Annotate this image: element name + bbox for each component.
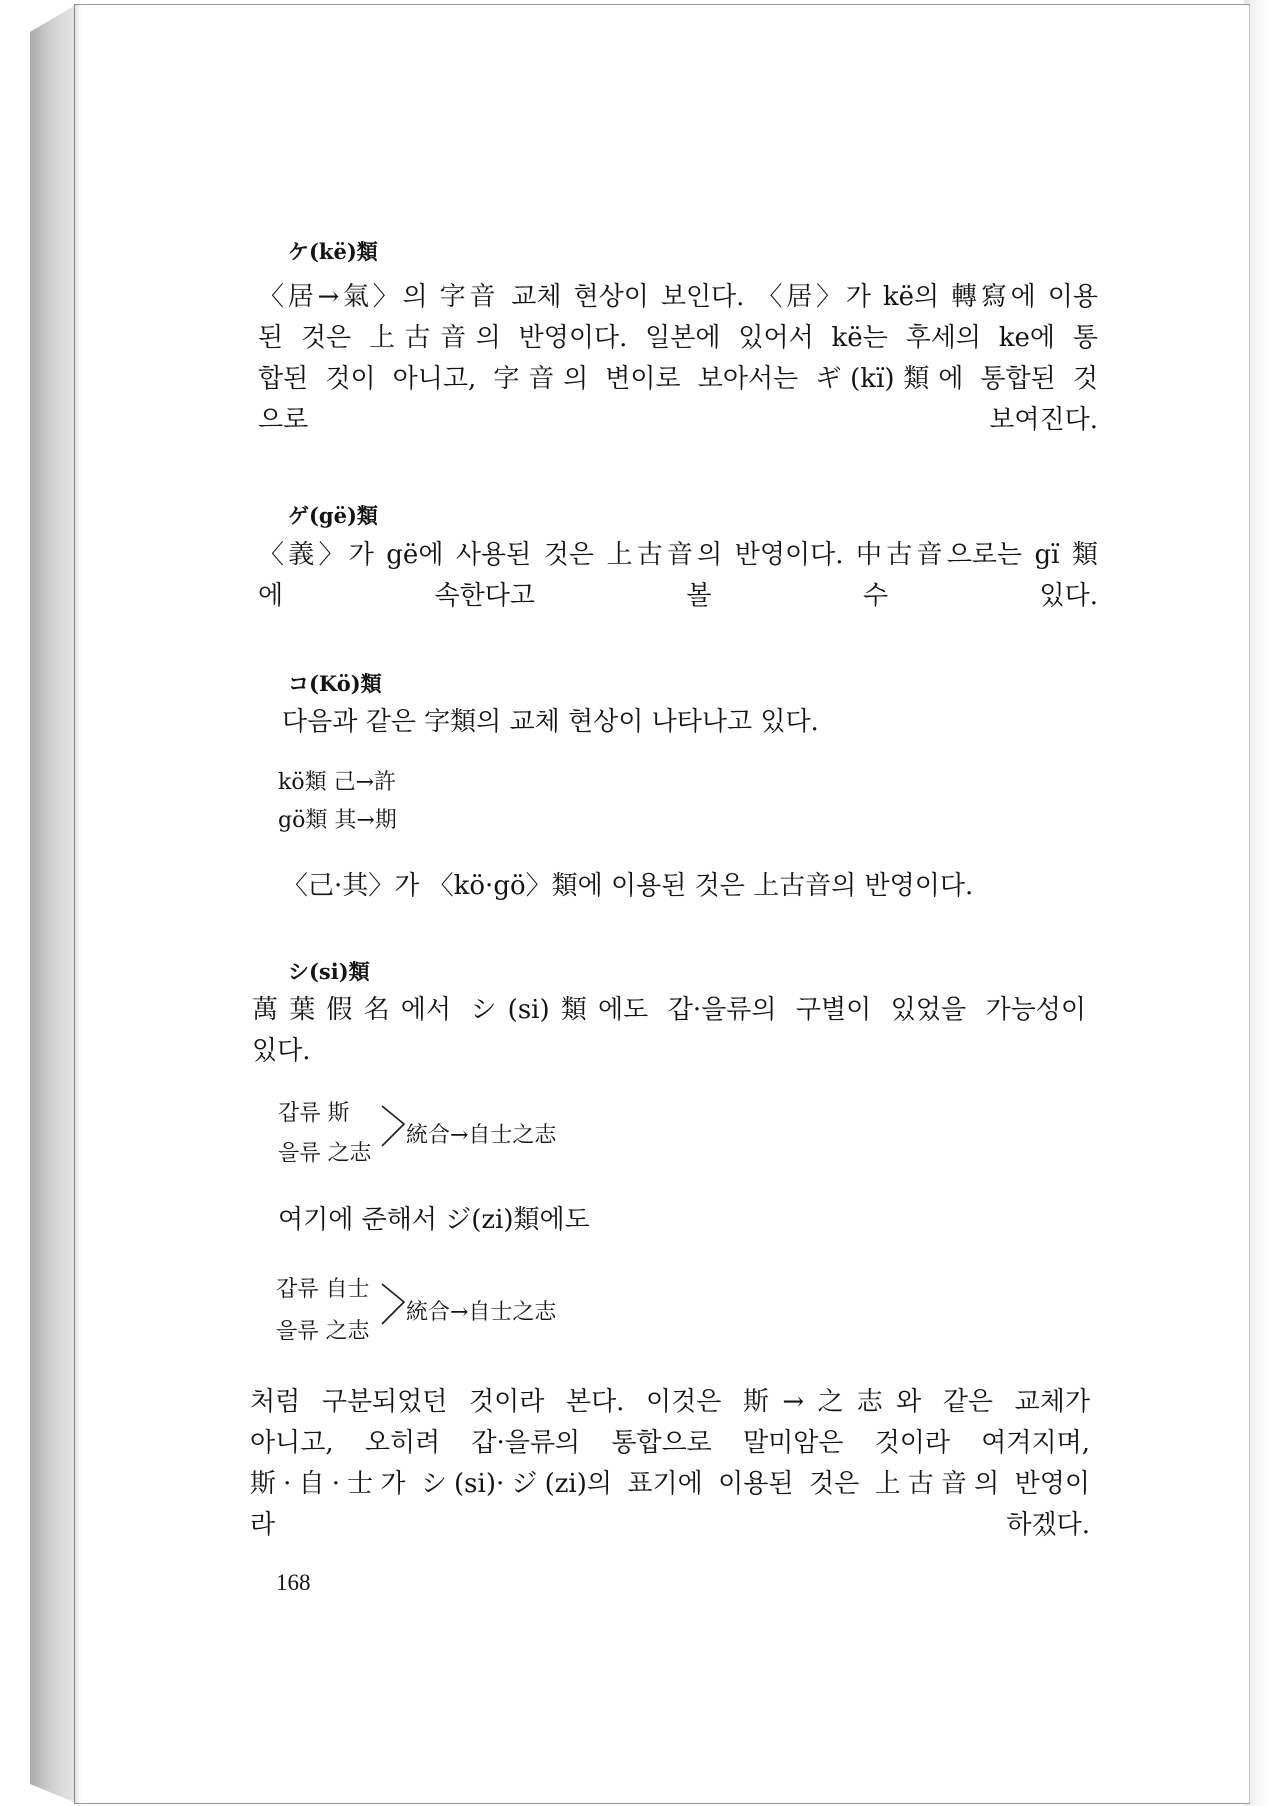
merge2-bottom-label: 을류 之志 xyxy=(276,1319,370,1344)
merge1-bottom-label: 을류 之志 xyxy=(278,1141,372,1166)
merge1-bracket-icon xyxy=(380,1104,408,1148)
merge2-top-label: 갑류 自士 xyxy=(276,1277,370,1302)
paragraph-line: 〈居→氣〉의 字音 교체 현상이 보인다. 〈居〉가 kë의 轉寫에 이용 xyxy=(258,282,1098,312)
paragraph-line: 으로 보여진다. xyxy=(258,405,1098,435)
example-list-ko xyxy=(278,764,397,840)
merge2-result: 統合→自士之志 xyxy=(406,1300,557,1325)
paragraph-ko-conclusion: 〈己·其〉가 〈kö·gö〉類에 이용된 것은 上古音의 반영이다. xyxy=(282,871,974,901)
section-heading-ko: コ(Kö)類 xyxy=(288,671,382,696)
paragraph-line: 〈義〉가 gë에 사용된 것은 上古音의 반영이다. 中古音으로는 gï 類 xyxy=(258,540,1098,570)
paragraph-line: 라 하겠다. xyxy=(250,1510,1090,1540)
merge1-result: 統合→自士之志 xyxy=(406,1123,557,1148)
paragraph-line: 처럼 구분되었던 것이라 본다. 이것은 斯→之志와 같은 교체가 xyxy=(250,1387,1090,1417)
example-item: gö類 其→期 xyxy=(278,808,397,833)
paragraph-ko-intro: 다음과 같은 字類의 교체 현상이 나타나고 있다. xyxy=(282,707,819,737)
paragraph-si-closing xyxy=(250,1382,1090,1546)
section-heading-ge: ゲ(gë)類 xyxy=(288,503,378,528)
paragraph-line: 아니고, 오히려 갑·을류의 통합으로 말미암은 것이라 여겨지며, xyxy=(250,1428,1090,1458)
merge2-bracket-icon xyxy=(380,1282,408,1326)
paragraph-line: 斯·自·士가 シ(si)·ジ(zi)의 표기에 이용된 것은 上古音의 반영이 xyxy=(250,1469,1090,1499)
page-number: 168 xyxy=(276,1570,311,1595)
paragraph-line: 에 속한다고 볼 수 있다. xyxy=(258,581,1098,611)
paragraph-line: 萬葉假名에서 シ(si)類에도 갑·을류의 구별이 있었을 가능성이 xyxy=(252,995,1086,1025)
paragraph-ke xyxy=(258,277,1098,441)
merge1-top-label: 갑류 斯 xyxy=(278,1101,350,1126)
section-heading-ke: ケ(kë)類 xyxy=(288,239,378,264)
example-item: kö類 己→許 xyxy=(278,770,397,795)
paragraph-si xyxy=(252,990,1086,1072)
paragraph-line: 합된 것이 아니고, 字音의 변이로 보아서는 ギ(kï)類에 통합된 것 xyxy=(258,364,1098,394)
book-spine-edge xyxy=(30,6,74,1802)
paragraph-ge xyxy=(258,535,1098,617)
paragraph-line: 된 것은 上古音의 반영이다. 일본에 있어서 kë는 후세의 ke에 통 xyxy=(258,323,1098,353)
section-heading-si: シ(si)類 xyxy=(288,959,370,984)
paragraph-line: 있다. xyxy=(252,1036,311,1066)
paragraph-zi-intro: 여기에 준해서 ジ(zi)類에도 xyxy=(278,1205,590,1235)
